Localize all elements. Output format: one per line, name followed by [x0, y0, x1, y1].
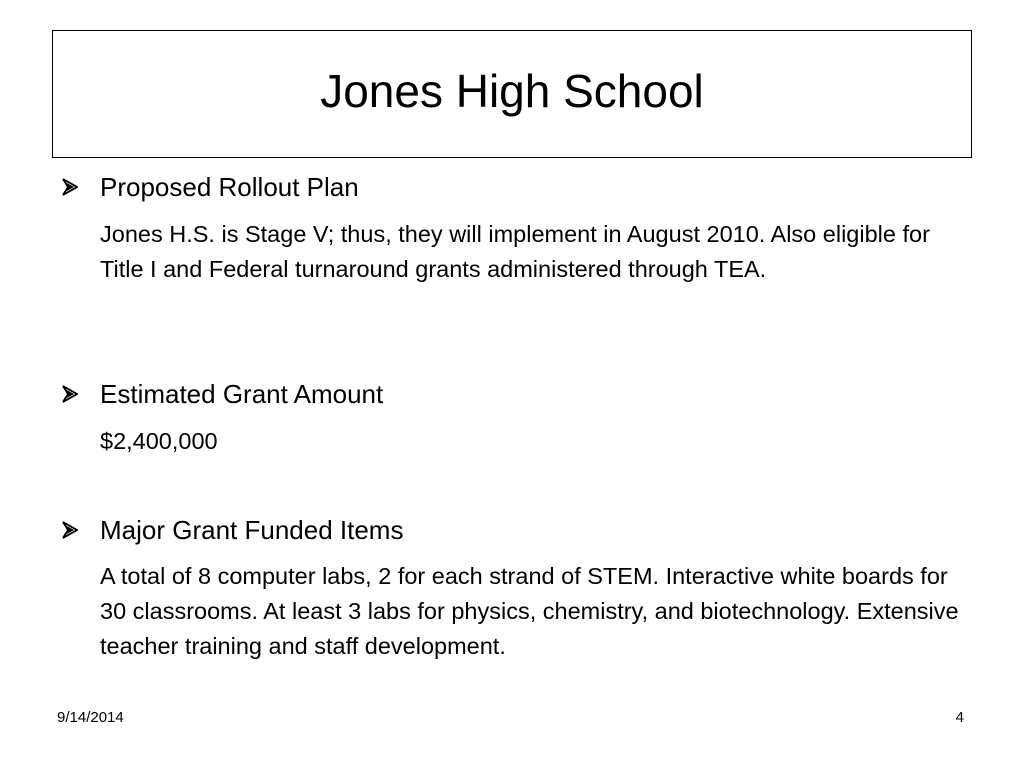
footer-page-number: 4	[955, 709, 964, 726]
bullet-item-rollout-plan	[62, 174, 359, 200]
arrowhead-bullet-icon	[62, 385, 100, 403]
slide-title: Jones High School	[320, 65, 704, 117]
arrowhead-bullet-icon	[62, 521, 100, 539]
slide-title-box	[52, 30, 972, 158]
bullet-heading: Proposed Rollout Plan	[100, 172, 359, 202]
bullet-heading: Major Grant Funded Items	[100, 515, 404, 545]
arrowhead-bullet-icon	[62, 178, 100, 196]
bullet-heading: Estimated Grant Amount	[100, 379, 384, 409]
bullet-body-text: A total of 8 computer labs, 2 for each strand of STEM. Interactive white boards for 30 classrooms. At least 3 labs for physics, chemistry, and biotechnology. Extensive teacher training and staff development.	[100, 563, 959, 659]
bullet-item-funded-items	[62, 517, 403, 543]
grant-amount-value: $2,400,000	[100, 428, 218, 454]
bullet-item-grant-amount	[62, 381, 383, 407]
bullet-body-text: Jones H.S. is Stage V; thus, they will implement in August 2010. Also eligible for Title I and Federal turnaround grants administered through TEA.	[100, 221, 930, 282]
footer-date: 9/14/2014	[57, 709, 124, 726]
